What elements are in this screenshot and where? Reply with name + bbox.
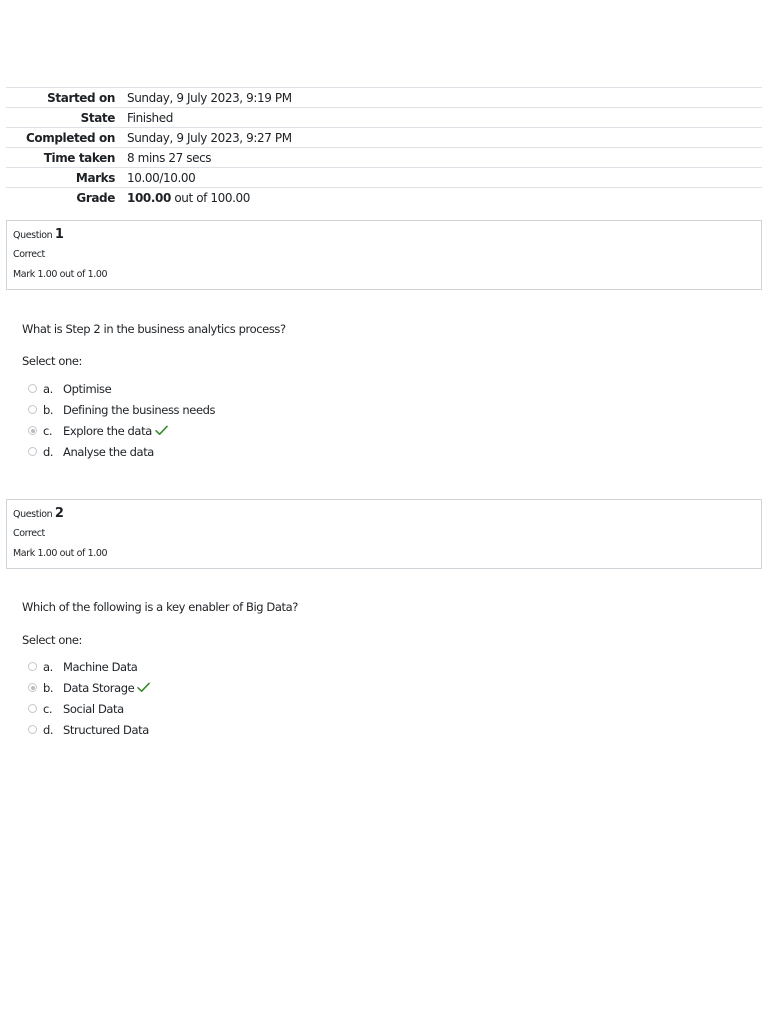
option-label: Data Storage (63, 680, 135, 695)
summary-value: Sunday, 9 July 2023, 9:27 PM (127, 128, 762, 148)
question-num: 2 (54, 506, 64, 521)
radio-button-selected[interactable] (28, 426, 37, 435)
correct-check-icon (155, 425, 168, 436)
option-letter: c. (43, 701, 53, 716)
radio-button[interactable] (28, 704, 37, 713)
summary-key: Grade (6, 188, 127, 208)
answer-option[interactable] (28, 719, 150, 740)
question-prefix: Question (13, 509, 53, 520)
summary-value: 10.00/10.00 (127, 168, 762, 188)
question-mark: Mark 1.00 out of 1.00 (13, 269, 108, 280)
radio-button[interactable] (28, 725, 37, 734)
radio-button[interactable] (28, 662, 37, 671)
grade-score: 100.00 (127, 190, 171, 205)
summary-key: Completed on (6, 128, 127, 148)
radio-button[interactable] (28, 405, 37, 414)
option-letter: a. (43, 659, 53, 674)
summary-row-completed (6, 128, 762, 148)
radio-button[interactable] (28, 384, 37, 393)
option-letter: d. (43, 722, 54, 737)
summary-key: Time taken (6, 148, 127, 168)
correct-check-icon (137, 682, 150, 693)
question-state: Correct (13, 528, 45, 539)
summary-row-state (6, 108, 762, 128)
radio-button-selected[interactable] (28, 683, 37, 692)
summary-key: State (6, 108, 127, 128)
option-letter: d. (43, 444, 54, 459)
summary-key: Started on (6, 88, 127, 108)
answer-option[interactable] (28, 420, 215, 441)
option-letter: a. (43, 381, 53, 396)
question-number (13, 506, 64, 521)
summary-value (127, 188, 762, 208)
question-mark: Mark 1.00 out of 1.00 (13, 548, 108, 559)
summary-row-grade (6, 188, 762, 208)
summary-value: 8 mins 27 secs (127, 148, 762, 168)
question-1-text: What is Step 2 in the business analytics process? (22, 322, 286, 336)
question-1-prompt: Select one: (22, 354, 83, 368)
option-label: Defining the business needs (63, 402, 216, 417)
radio-button[interactable] (28, 447, 37, 456)
summary-row-started (6, 88, 762, 108)
summary-row-marks (6, 168, 762, 188)
option-label: Structured Data (63, 722, 149, 737)
answer-option[interactable] (28, 698, 150, 719)
question-state: Correct (13, 249, 45, 260)
question-number (13, 227, 64, 242)
summary-value: Finished (127, 108, 762, 128)
option-letter: b. (43, 680, 54, 695)
option-letter: c. (43, 423, 53, 438)
question-num: 1 (54, 227, 64, 242)
question-2-text: Which of the following is a key enabler of Big Data? (22, 600, 298, 614)
option-label: Optimise (63, 381, 112, 396)
question-1-answers (28, 378, 215, 462)
answer-option[interactable] (28, 441, 215, 462)
question-2-prompt: Select one: (22, 633, 83, 647)
summary-key: Marks (6, 168, 127, 188)
answer-option[interactable] (28, 399, 215, 420)
option-label: Social Data (63, 701, 124, 716)
question-2-info (6, 499, 762, 569)
option-letter: b. (43, 402, 54, 417)
option-label: Analyse the data (63, 444, 154, 459)
question-prefix: Question (13, 230, 53, 241)
answer-option[interactable] (28, 677, 150, 698)
option-label: Machine Data (63, 659, 138, 674)
attempt-summary-table (6, 87, 762, 208)
answer-option[interactable] (28, 378, 215, 399)
summary-row-time-taken (6, 148, 762, 168)
option-label: Explore the data (63, 423, 152, 438)
answer-option[interactable] (28, 656, 150, 677)
summary-value: Sunday, 9 July 2023, 9:19 PM (127, 88, 762, 108)
question-1-info (6, 220, 762, 290)
question-2-answers (28, 656, 150, 740)
grade-total: out of 100.00 (170, 190, 250, 205)
